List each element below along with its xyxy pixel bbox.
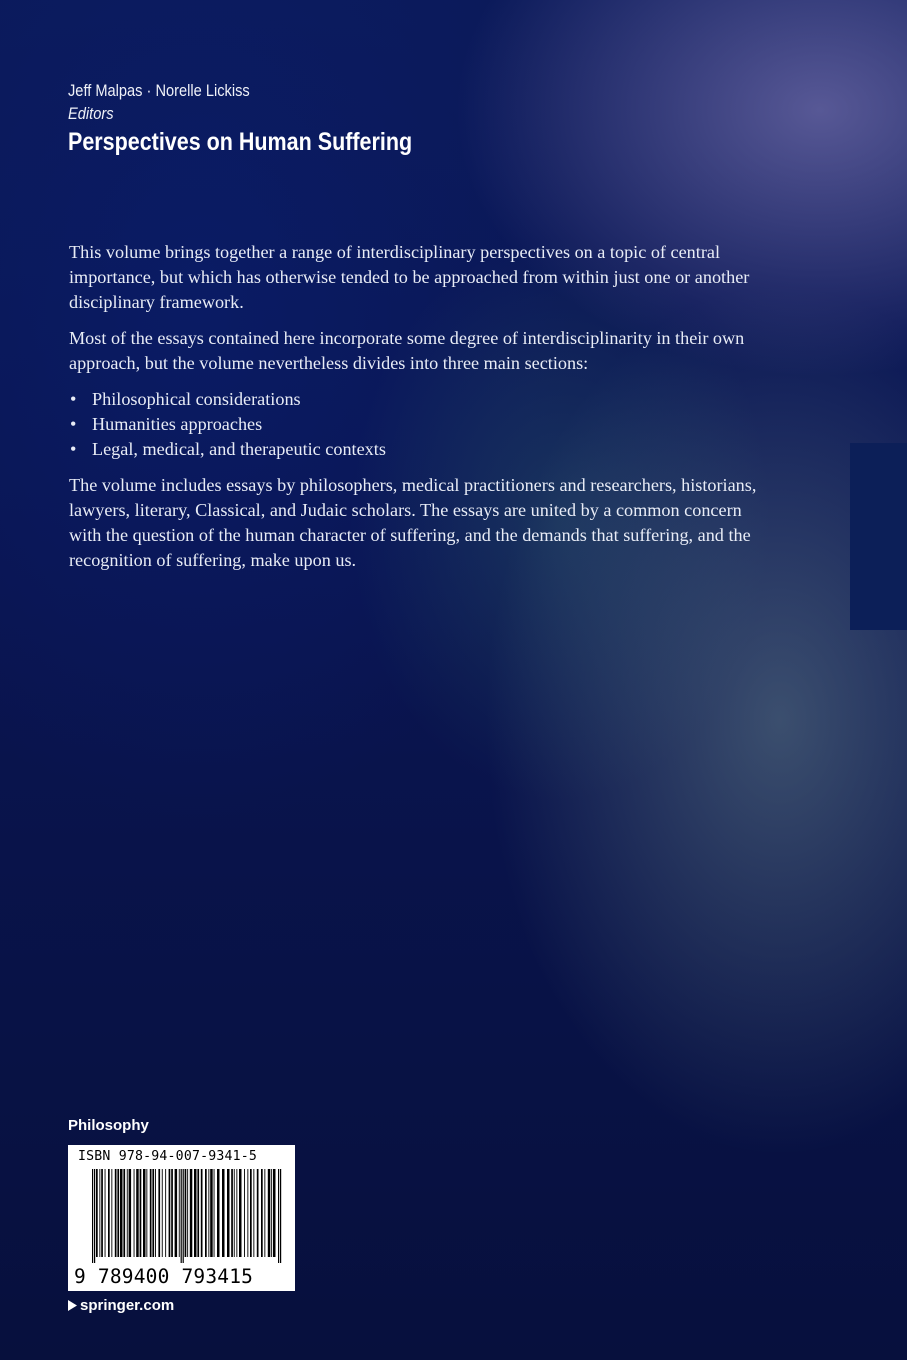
bullet-icon: • xyxy=(70,389,77,409)
bullet-icon: • xyxy=(70,414,77,434)
section-label: Philosophical considerations xyxy=(92,389,301,409)
isbn-barcode xyxy=(68,1145,295,1291)
section-item xyxy=(69,437,769,462)
subject-category: Philosophy xyxy=(68,1117,149,1134)
ean-digits: 9 789400 793415 xyxy=(74,1265,254,1288)
cover-side-tab xyxy=(850,443,907,630)
barcode-bars-icon xyxy=(68,1167,295,1263)
description-paragraph-1: This volume brings together a range of interdisciplinary perspectives on a topic of central importance, but which has otherwise tended to be approached from within just one or another disciplinary framework. xyxy=(69,242,750,312)
book-title: Perspectives on Human Suffering xyxy=(68,128,413,156)
section-label: Humanities approaches xyxy=(92,414,263,434)
section-item xyxy=(69,412,769,437)
description-paragraph-3: The volume includes essays by philosophers, medical practitioners and researchers, historians, lawyers, literary, Classical, and Judaic scholars. The essays are united by a common concern with the question of the human character of suffering, and the demands that suffering, and the recognition of suffering, make upon us. xyxy=(69,475,757,570)
editors-block xyxy=(68,80,468,157)
publisher-url: springer.com xyxy=(80,1297,175,1314)
publisher-link[interactable] xyxy=(68,1297,174,1314)
section-item xyxy=(69,387,769,412)
isbn-label: ISBN 978-94-007-9341-5 xyxy=(78,1149,258,1164)
editors-role: Editors xyxy=(68,104,114,123)
description-paragraph-2: Most of the essays contained here incorporate some degree of interdisciplinarity in their own approach, but the volume nevertheless divides into three main sections: xyxy=(69,328,745,373)
section-label: Legal, medical, and therapeutic contexts xyxy=(92,439,386,459)
bullet-icon: • xyxy=(70,439,77,459)
sections-list xyxy=(69,387,769,462)
book-description xyxy=(69,240,769,584)
editor-names: Jeff Malpas · Norelle Lickiss xyxy=(68,81,250,100)
play-arrow-icon xyxy=(68,1300,77,1311)
